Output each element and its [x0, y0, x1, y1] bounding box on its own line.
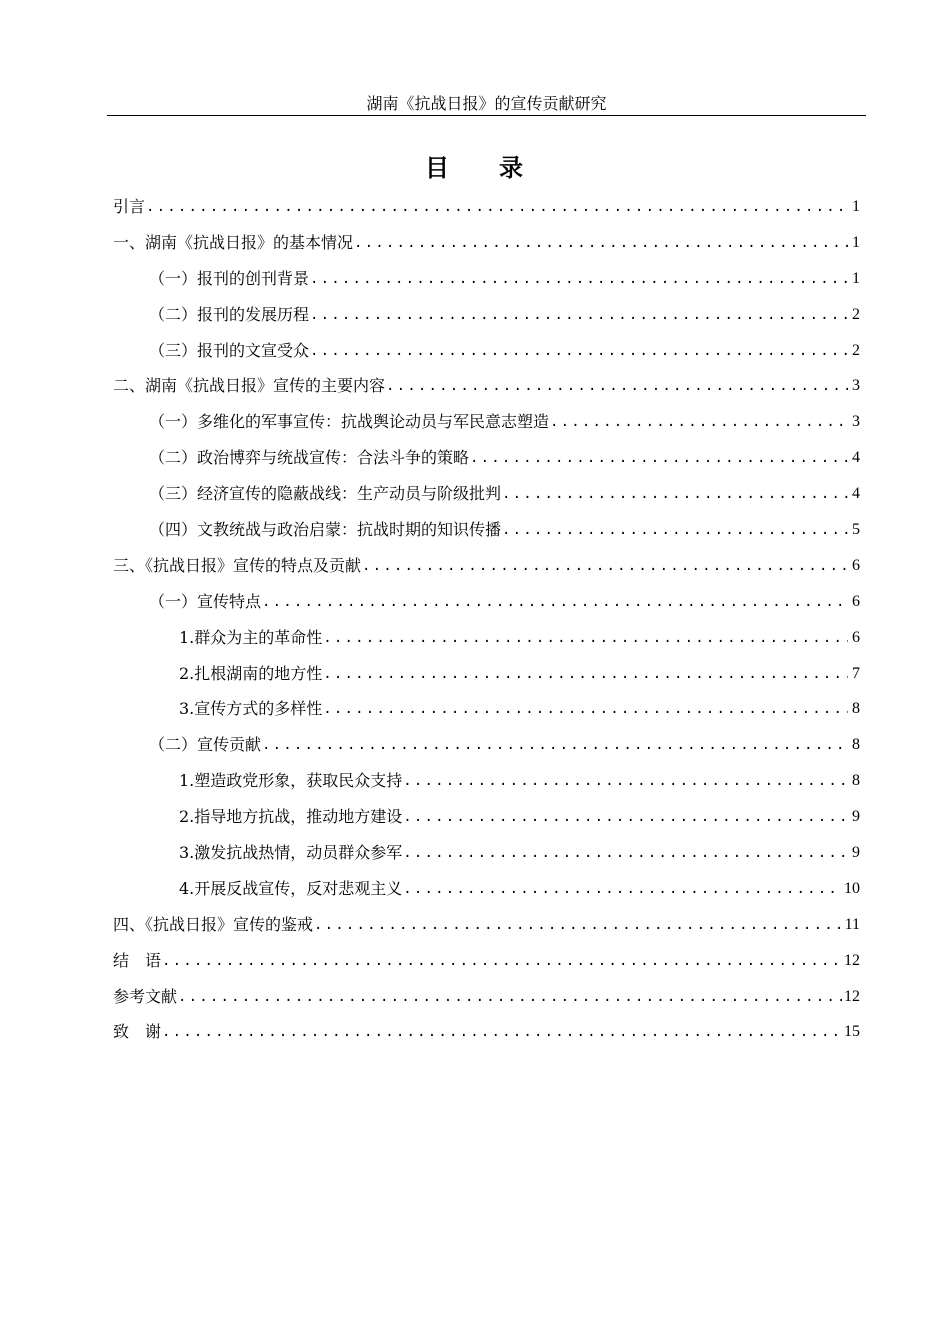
toc-entry-page-number: 1: [852, 233, 860, 251]
toc-title-right: 录: [499, 153, 525, 182]
toc-entry[interactable]: [113, 447, 860, 483]
toc-entry-label: 1.塑造政党形象，获取民众支持: [179, 771, 403, 791]
toc-dot-leader: [309, 340, 848, 362]
toc-dot-leader: [161, 1021, 842, 1043]
toc-dot-leader: [402, 806, 848, 828]
toc-entry[interactable]: [113, 698, 860, 734]
toc-dot-leader: [145, 196, 848, 218]
toc-entry[interactable]: [113, 627, 860, 663]
toc-dot-leader: [322, 663, 848, 685]
toc-dot-leader: [309, 268, 848, 290]
toc-entry-label: 四、《抗战日报》宣传的鉴戒: [113, 914, 314, 934]
toc-entry-page-number: 1: [852, 198, 860, 215]
toc-entry-label: 2.扎根湖南的地方性: [179, 663, 323, 683]
toc-dot-leader: [353, 232, 848, 254]
toc-entry[interactable]: [113, 734, 860, 770]
running-header: 湖南《抗战日报》的宣传贡献研究: [366, 94, 607, 113]
toc-entry[interactable]: [113, 591, 860, 627]
toc-entry-page-number: 1: [852, 269, 860, 287]
toc-dot-leader: [313, 914, 843, 936]
toc-dot-leader: [469, 447, 848, 469]
toc-entry-page-number: 15: [844, 1023, 860, 1041]
toc-entry-label: （二）报刊的发展历程: [149, 304, 310, 324]
toc-entry[interactable]: [113, 663, 860, 699]
toc-entry[interactable]: [113, 232, 860, 268]
toc-dot-leader: [322, 698, 848, 720]
toc-entry[interactable]: [113, 483, 860, 519]
toc-dot-leader: [177, 986, 842, 1008]
toc-entry[interactable]: [113, 375, 860, 411]
toc-entry-page-number: 12: [844, 951, 860, 969]
toc-entry-label: 致 谢: [113, 1022, 162, 1042]
toc-entry-label: 1.群众为主的革命性: [179, 627, 323, 647]
toc-entry-label: 引言: [113, 197, 146, 216]
header-rule: [107, 115, 866, 116]
toc-entry[interactable]: [113, 555, 860, 591]
toc-entry-label: （三）经济宣传的隐蔽战线：生产动员与阶级批判: [149, 484, 502, 504]
toc-dot-leader: [261, 591, 848, 613]
toc-entry[interactable]: [113, 950, 860, 986]
toc-dot-leader: [261, 734, 848, 756]
toc-entry-page-number: 6: [852, 556, 860, 574]
toc-entry-label: （二）政治博弈与统战宣传：合法斗争的策略: [149, 448, 470, 468]
toc-entry-page-number: 2: [852, 305, 860, 323]
toc-entry-page-number: 2: [852, 341, 860, 359]
toc-entry-label: 4.开展反战宣传，反对悲观主义: [179, 878, 403, 898]
toc-entry-page-number: 11: [844, 915, 860, 933]
toc-entry-label: 参考文献: [113, 986, 178, 1006]
toc-entry[interactable]: [113, 268, 860, 304]
toc-entry-page-number: 4: [852, 449, 860, 467]
toc-entry-page-number: 3: [852, 413, 860, 431]
toc-entry-page-number: 3: [852, 377, 860, 395]
toc-entry[interactable]: [113, 1021, 860, 1057]
toc-entry[interactable]: [113, 340, 860, 376]
toc-title: [0, 152, 950, 184]
toc-entry[interactable]: [113, 986, 860, 1022]
toc-entry-label: 2.指导地方抗战，推动地方建设: [179, 807, 403, 827]
toc-entry[interactable]: [113, 914, 860, 950]
toc-entry[interactable]: [113, 842, 860, 878]
toc-dot-leader: [322, 627, 848, 649]
toc-entry-label: 结 语: [113, 950, 162, 970]
toc-entry[interactable]: [113, 304, 860, 340]
toc-entry-page-number: 12: [844, 987, 860, 1005]
table-of-contents: [113, 196, 860, 1057]
toc-entry-page-number: 9: [852, 844, 860, 862]
toc-entry[interactable]: [113, 878, 860, 914]
toc-entry-page-number: 4: [852, 485, 860, 503]
toc-entry-label: （四）文教统战与政治启蒙：抗战时期的知识传播: [149, 520, 502, 540]
toc-entry[interactable]: [113, 519, 860, 555]
toc-dot-leader: [161, 950, 842, 972]
toc-entry-page-number: 5: [852, 521, 860, 539]
toc-entry-page-number: 9: [852, 808, 860, 826]
toc-dot-leader: [402, 770, 848, 792]
toc-entry-page-number: 7: [852, 664, 860, 682]
toc-entry-label: 3.宣传方式的多样性: [179, 699, 323, 719]
toc-entry-label: 二、湖南《抗战日报》宣传的主要内容: [113, 376, 386, 396]
toc-entry-label: （一）宣传特点: [149, 591, 262, 611]
toc-dot-leader: [309, 304, 848, 326]
toc-entry-label: 三、《抗战日报》宣传的特点及贡献: [113, 555, 362, 575]
toc-entry-label: 一、湖南《抗战日报》的基本情况: [113, 232, 354, 252]
toc-dot-leader: [361, 555, 848, 577]
toc-entry-page-number: 6: [852, 592, 860, 610]
toc-entry-page-number: 6: [852, 628, 860, 646]
toc-entry[interactable]: [113, 411, 860, 447]
toc-entry-page-number: 8: [852, 736, 860, 754]
toc-entry[interactable]: [113, 770, 860, 806]
toc-entry[interactable]: [113, 196, 860, 232]
toc-entry-label: 3.激发抗战热情，动员群众参军: [179, 843, 403, 863]
toc-dot-leader: [385, 375, 848, 397]
toc-dot-leader: [549, 411, 848, 433]
toc-dot-leader: [402, 878, 842, 900]
toc-dot-leader: [501, 519, 848, 541]
toc-entry-label: （三）报刊的文宣受众: [149, 340, 310, 360]
toc-entry-page-number: 8: [852, 700, 860, 718]
toc-dot-leader: [402, 842, 848, 864]
toc-entry-label: （一）多维化的军事宣传：抗战舆论动员与军民意志塑造: [149, 412, 550, 432]
toc-entry[interactable]: [113, 806, 860, 842]
toc-title-left: 目: [425, 153, 451, 182]
toc-entry-page-number: 8: [852, 772, 860, 790]
toc-entry-label: （二）宣传贡献: [149, 735, 262, 755]
toc-entry-page-number: 10: [844, 879, 860, 897]
toc-dot-leader: [501, 483, 848, 505]
toc-entry-label: （一）报刊的创刊背景: [149, 268, 310, 288]
